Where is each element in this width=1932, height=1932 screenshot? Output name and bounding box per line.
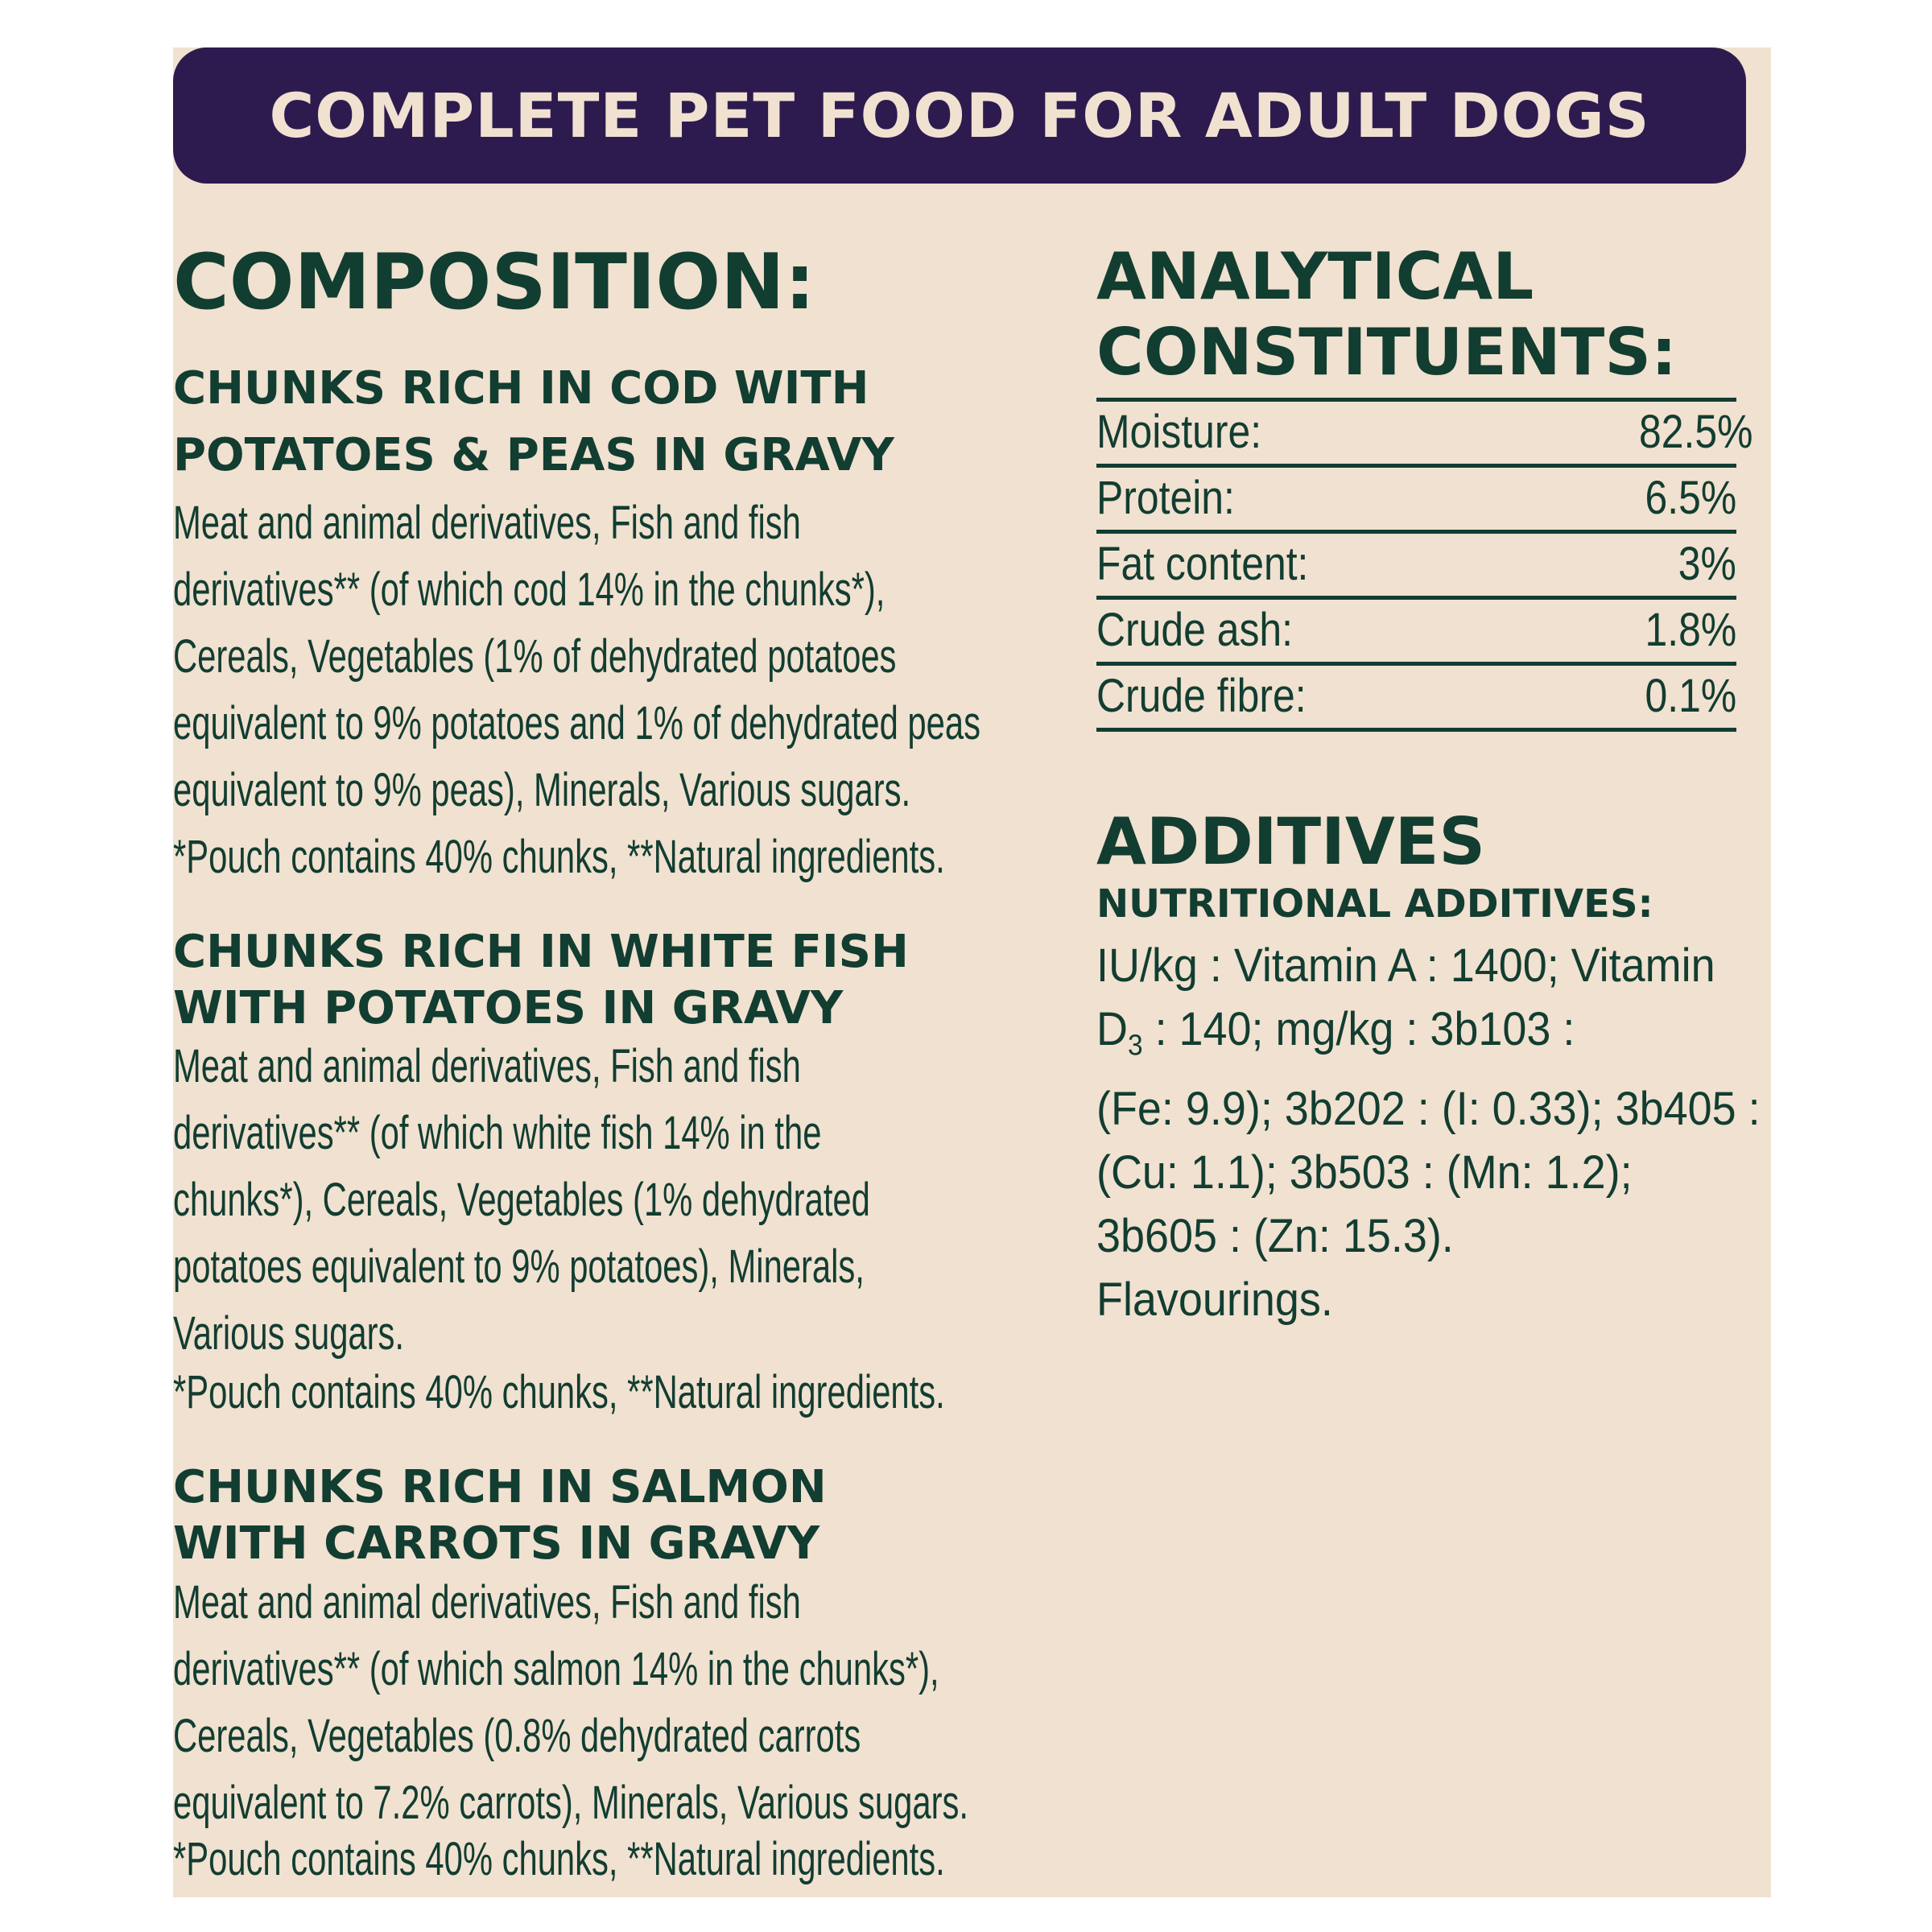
- section-title-line: CHUNKS RICH IN COD WITH: [173, 362, 869, 415]
- additives-vitamin-d: D: [1096, 1003, 1128, 1055]
- analytical-heading-line: ANALYTICAL: [1096, 239, 1534, 314]
- table-row: [1096, 468, 1736, 534]
- section-body-line: derivatives** (of which white fish 14% in the: [173, 1107, 822, 1159]
- section-title-line: POTATOES & PEAS IN GRAVY: [173, 429, 894, 481]
- section-body-line: Cereals, Vegetables (0.8% dehydrated carrots: [173, 1710, 861, 1762]
- row-label: Crude fibre:: [1096, 670, 1307, 722]
- table-row: [1096, 402, 1752, 468]
- section-title-line: CHUNKS RICH IN SALMON: [173, 1461, 827, 1513]
- additives-line: 3b605 : (Zn: 15.3).: [1096, 1209, 1454, 1262]
- additives-text: [1096, 934, 1761, 1331]
- table-row: [1096, 666, 1736, 732]
- composition-heading: COMPOSITION:: [173, 238, 815, 327]
- additives-heading: ADDITIVES: [1096, 804, 1486, 879]
- row-value: 1.8%: [1645, 604, 1736, 656]
- section-body-line: *Pouch contains 40% chunks, **Natural ingredients.: [173, 1833, 945, 1885]
- section-body-line: potatoes equivalent to 9% potatoes), Minerals,: [173, 1241, 865, 1293]
- section-body-line: Meat and animal derivatives, Fish and fish: [173, 1576, 801, 1629]
- section-body-line: equivalent to 7.2% carrots), Minerals, Various sugars.: [173, 1777, 968, 1829]
- additives-line: IU/kg : Vitamin A : 1400; Vitamin: [1096, 939, 1715, 992]
- table-row: [1096, 534, 1736, 600]
- section-body-line: *Pouch contains 40% chunks, **Natural ingredients.: [173, 831, 945, 883]
- section-title-line: CHUNKS RICH IN WHITE FISH: [173, 926, 909, 978]
- section-body-line: Meat and animal derivatives, Fish and fish: [173, 1040, 801, 1092]
- banner-title: COMPLETE PET FOOD FOR ADULT DOGS: [269, 80, 1650, 151]
- section-body-line: chunks*), Cereals, Vegetables (1% dehydrated: [173, 1174, 870, 1226]
- section-title-line: WITH CARROTS IN GRAVY: [173, 1517, 820, 1570]
- section-body-line: derivatives** (of which cod 14% in the chunks*),: [173, 564, 886, 616]
- row-value: 0.1%: [1645, 670, 1736, 722]
- row-label: Protein:: [1096, 472, 1235, 524]
- additives-subscript: 3: [1127, 1028, 1143, 1062]
- section-body-line: derivatives** (of which salmon 14% in the chunks*),: [173, 1643, 939, 1695]
- row-value: 6.5%: [1645, 472, 1736, 524]
- section-body-line: equivalent to 9% potatoes and 1% of dehydrated peas: [173, 697, 980, 749]
- row-value: 82.5%: [1638, 406, 1752, 458]
- analytical-table: [1096, 398, 1752, 732]
- row-label: Moisture:: [1096, 406, 1262, 458]
- additives-line-rest: : 140; mg/kg : 3b103 :: [1142, 1003, 1575, 1055]
- additives-line: [1096, 997, 1761, 1077]
- row-label: Fat content:: [1096, 538, 1309, 590]
- banner: [173, 47, 1746, 184]
- section-body-line: Meat and animal derivatives, Fish and fish: [173, 497, 801, 549]
- additives-line: Flavourings.: [1096, 1273, 1333, 1326]
- additives-line: (Cu: 1.1); 3b503 : (Mn: 1.2);: [1096, 1146, 1633, 1199]
- section-body-line: *Pouch contains 40% chunks, **Natural ingredients.: [173, 1366, 945, 1418]
- table-row: [1096, 600, 1736, 666]
- additives-subheading: NUTRITIONAL ADDITIVES:: [1096, 881, 1653, 927]
- additives-line: (Fe: 9.9); 3b202 : (I: 0.33); 3b405 :: [1096, 1082, 1761, 1135]
- section-title-line: WITH POTATOES IN GRAVY: [173, 982, 844, 1034]
- section-body-line: equivalent to 9% peas), Minerals, Various sugars.: [173, 764, 911, 816]
- row-label: Crude ash:: [1096, 604, 1293, 656]
- analytical-heading-line: CONSTITUENTS:: [1096, 315, 1677, 390]
- row-value: 3%: [1678, 538, 1736, 590]
- section-body-line: Cereals, Vegetables (1% of dehydrated potatoes: [173, 630, 897, 683]
- section-body-line: Various sugars.: [173, 1307, 405, 1360]
